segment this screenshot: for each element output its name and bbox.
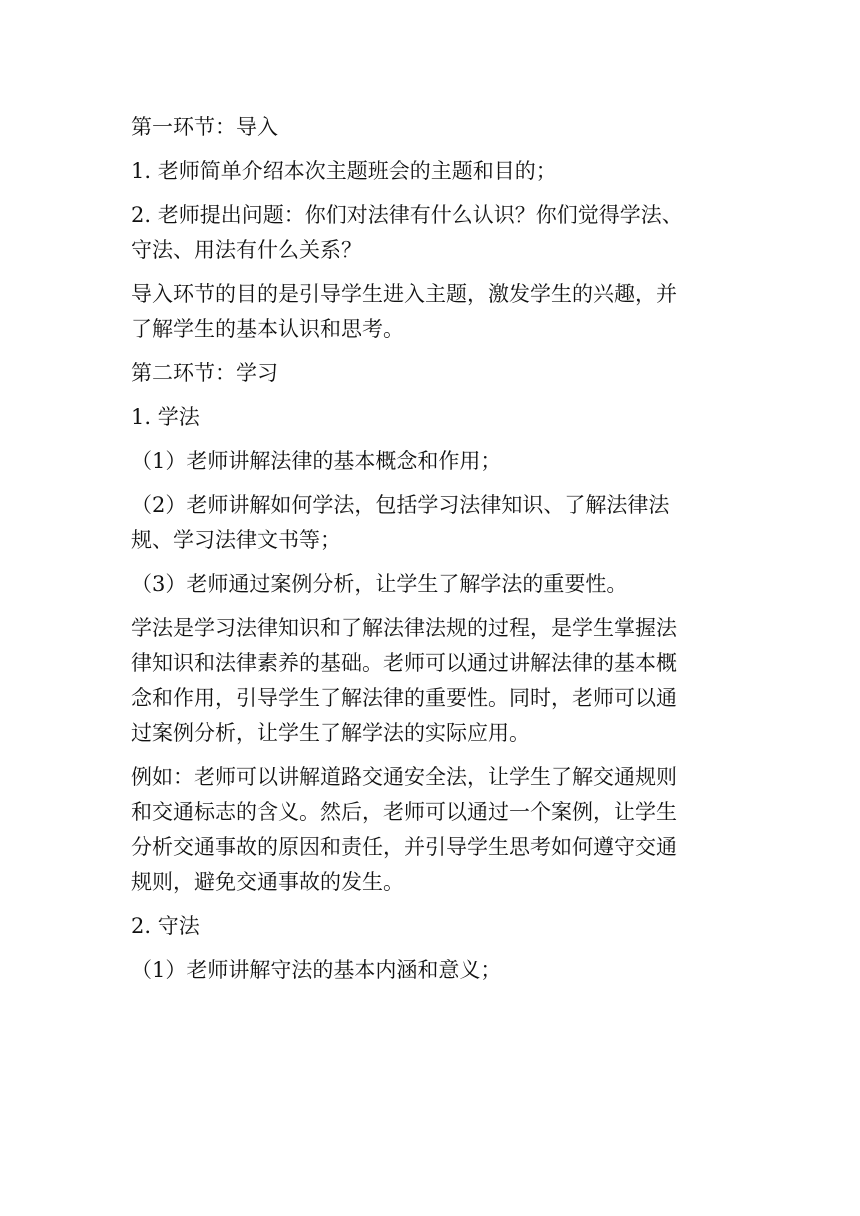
subsection-heading-learn-law: 1. 学法 [131, 405, 200, 429]
list-item-continuation: 守法、用法有什么关系？ [131, 238, 362, 262]
paragraph-line: 规则，避免交通事故的发生。 [131, 870, 404, 894]
list-item-continuation: 规、学习法律文书等； [131, 528, 341, 552]
list-item: 2. 老师提出问题：你们对法律有什么认识？你们觉得学法、 [131, 203, 683, 227]
paragraph-line: 分析交通事故的原因和责任，并引导学生思考如何遵守交通 [131, 835, 677, 859]
list-item: （2）老师讲解如何学法，包括学习法律知识、了解法律法 [131, 493, 670, 517]
paragraph-line: 和交通标志的含义。然后，老师可以通过一个案例，让学生 [131, 800, 677, 824]
paragraph-line: 了解学生的基本认识和思考。 [131, 317, 404, 341]
list-item: （1）老师讲解守法的基本内涵和意义； [131, 958, 502, 982]
section-heading-study: 第二环节：学习 [131, 361, 278, 385]
document-body [131, 110, 731, 988]
list-item: （3）老师通过案例分析，让学生了解学法的重要性。 [131, 572, 628, 596]
paragraph-line: 律知识和法律素养的基础。老师可以通过讲解法律的基本概 [131, 651, 677, 675]
paragraph-line: 过案例分析，让学生了解学法的实际应用。 [131, 721, 530, 745]
paragraph-line: 例如：老师可以讲解道路交通安全法，让学生了解交通规则 [131, 765, 677, 789]
paragraph-line: 念和作用，引导学生了解法律的重要性。同时，老师可以通 [131, 686, 677, 710]
paragraph-line: 学法是学习法律知识和了解法律法规的过程，是学生掌握法 [131, 616, 677, 640]
subsection-heading-obey-law: 2. 守法 [131, 914, 200, 938]
list-item: （1）老师讲解法律的基本概念和作用； [131, 449, 502, 473]
list-item: 1. 老师简单介绍本次主题班会的主题和目的； [131, 159, 557, 183]
paragraph-line: 导入环节的目的是引导学生进入主题，激发学生的兴趣，并 [131, 282, 677, 306]
section-heading-intro: 第一环节：导入 [131, 115, 278, 139]
